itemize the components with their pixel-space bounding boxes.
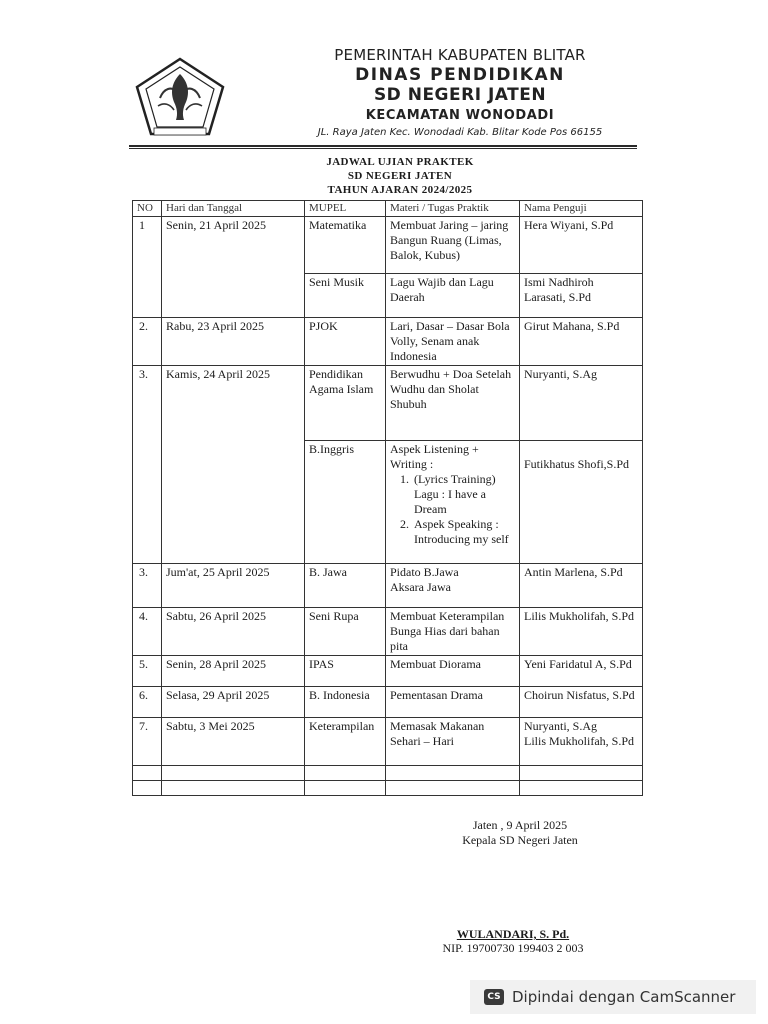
list-item: 1. (Lyrics Training) Lagu : I have a Dream [412, 472, 515, 517]
task-list [412, 472, 515, 547]
signer-block [418, 927, 608, 955]
row-subject: PJOK [305, 318, 386, 366]
table-row [133, 217, 643, 274]
row-number: 2. [133, 318, 162, 366]
row-day-date: Sabtu, 26 April 2025 [162, 608, 305, 656]
header-task: Materi / Tugas Praktik [386, 201, 520, 217]
row-task [386, 441, 520, 564]
signer-nip: NIP. 19700730 199403 2 003 [442, 941, 584, 955]
row-subject: Matematika [305, 217, 386, 274]
row-subject: B. Indonesia [305, 687, 386, 718]
letterhead-school: SD NEGERI JATEN [373, 85, 547, 105]
letterhead-government: PEMERINTAH KABUPATEN BLITAR [334, 46, 586, 64]
task-line-2: Aksara Jawa [390, 580, 451, 594]
row-examiner: Antin Marlena, S.Pd [520, 564, 643, 608]
row-number: 4. [133, 608, 162, 656]
table-header-row [133, 201, 643, 217]
letterhead-district: KECAMATAN WONODADI [365, 108, 555, 123]
signature-block [430, 818, 610, 848]
row-subject: IPAS [305, 656, 386, 687]
header-no: NO [133, 201, 162, 217]
row-number: 5. [133, 656, 162, 687]
document-title [200, 155, 600, 197]
row-task: Membuat Jaring – jaring Bangun Ruang (Limas, Balok, Kubus) [386, 217, 520, 274]
row-number: 6. [133, 687, 162, 718]
table-row [133, 687, 643, 718]
row-day-date: Sabtu, 3 Mei 2025 [162, 718, 305, 766]
examiner-name: Futikhatus Shofi,S.Pd [524, 457, 630, 471]
header-subject: MUPEL [305, 201, 386, 217]
row-day-date: Jum'at, 25 April 2025 [162, 564, 305, 608]
row-examiner: Girut Mahana, S.Pd [520, 318, 643, 366]
row-task: Membuat Keterampilan Bunga Hias dari bahan pita [386, 608, 520, 656]
row-task: Lari, Dasar – Dasar Bola Volly, Senam anak Indonesia [386, 318, 520, 366]
signature-place-date: Jaten , 9 April 2025 [472, 818, 568, 832]
regency-logo-icon [134, 56, 226, 138]
row-number: 1 [133, 217, 162, 318]
examiner-name-2: Lilis Mukholifah, S.Pd [524, 734, 635, 748]
row-number: 3. [133, 366, 162, 564]
row-task: Pementasan Drama [386, 687, 520, 718]
letterhead-divider-thin [129, 148, 637, 149]
list-item: 2. Aspek Speaking : Introducing my self [412, 517, 515, 547]
row-subject: B.Inggris [305, 441, 386, 564]
title-line-3: TAHUN AJARAN 2024/2025 [327, 184, 473, 196]
row-subject: Seni Musik [305, 274, 386, 318]
letterhead [280, 46, 640, 140]
table-row [133, 608, 643, 656]
row-examiner: Lilis Mukholifah, S.Pd [520, 608, 643, 656]
row-number: 7. [133, 718, 162, 766]
letterhead-address: JL. Raya Jaten Kec. Wonodadi Kab. Blitar Kode Pos 66155 [317, 127, 603, 138]
row-day-date: Senin, 21 April 2025 [162, 217, 305, 318]
row-subject: Keterampilan [305, 718, 386, 766]
task-line-1: Pidato B.Jawa [390, 565, 459, 579]
row-examiner [520, 441, 643, 564]
letterhead-divider [129, 145, 637, 147]
row-examiner [520, 718, 643, 766]
row-day-date: Kamis, 24 April 2025 [162, 366, 305, 564]
title-line-1: JADWAL UJIAN PRAKTEK [326, 156, 474, 168]
camscanner-watermark [470, 980, 756, 1014]
row-subject: Seni Rupa [305, 608, 386, 656]
row-task: Memasak Makanan Sehari – Hari [386, 718, 520, 766]
table-row [133, 318, 643, 366]
camscanner-icon: CS [484, 989, 504, 1005]
header-examiner: Nama Penguji [520, 201, 643, 217]
row-subject: B. Jawa [305, 564, 386, 608]
row-task: Membuat Diorama [386, 656, 520, 687]
table-row [133, 366, 643, 441]
table-row [133, 564, 643, 608]
letterhead-agency: DINAS PENDIDIKAN [355, 65, 565, 85]
row-examiner: Yeni Faridatul A, S.Pd [520, 656, 643, 687]
title-line-2: SD NEGERI JATEN [347, 170, 453, 182]
table-row [133, 656, 643, 687]
camscanner-text: Dipindai dengan CamScanner [512, 988, 736, 1006]
row-task [386, 564, 520, 608]
row-examiner: Ismi Nadhiroh Larasati, S.Pd [520, 274, 643, 318]
signature-position: Kepala SD Negeri Jaten [462, 833, 578, 847]
empty-row [133, 766, 643, 781]
row-task: Lagu Wajib dan Lagu Daerah [386, 274, 520, 318]
row-day-date: Rabu, 23 April 2025 [162, 318, 305, 366]
table-row [133, 718, 643, 766]
row-number: 3. [133, 564, 162, 608]
row-examiner: Choirun Nisfatus, S.Pd [520, 687, 643, 718]
row-examiner: Nuryanti, S.Ag [520, 366, 643, 441]
row-task: Berwudhu + Doa Setelah Wudhu dan Sholat Shubuh [386, 366, 520, 441]
examiner-name: Nuryanti, S.Ag [524, 719, 597, 733]
row-examiner: Hera Wiyani, S.Pd [520, 217, 643, 274]
signer-name: WULANDARI, S. Pd. [456, 927, 570, 941]
exam-schedule-table [132, 200, 643, 796]
task-intro: Aspek Listening + Writing : [390, 442, 479, 471]
empty-row [133, 781, 643, 796]
row-day-date: Selasa, 29 April 2025 [162, 687, 305, 718]
row-subject: Pendidikan Agama Islam [305, 366, 386, 441]
header-day-date: Hari dan Tanggal [162, 201, 305, 217]
row-day-date: Senin, 28 April 2025 [162, 656, 305, 687]
